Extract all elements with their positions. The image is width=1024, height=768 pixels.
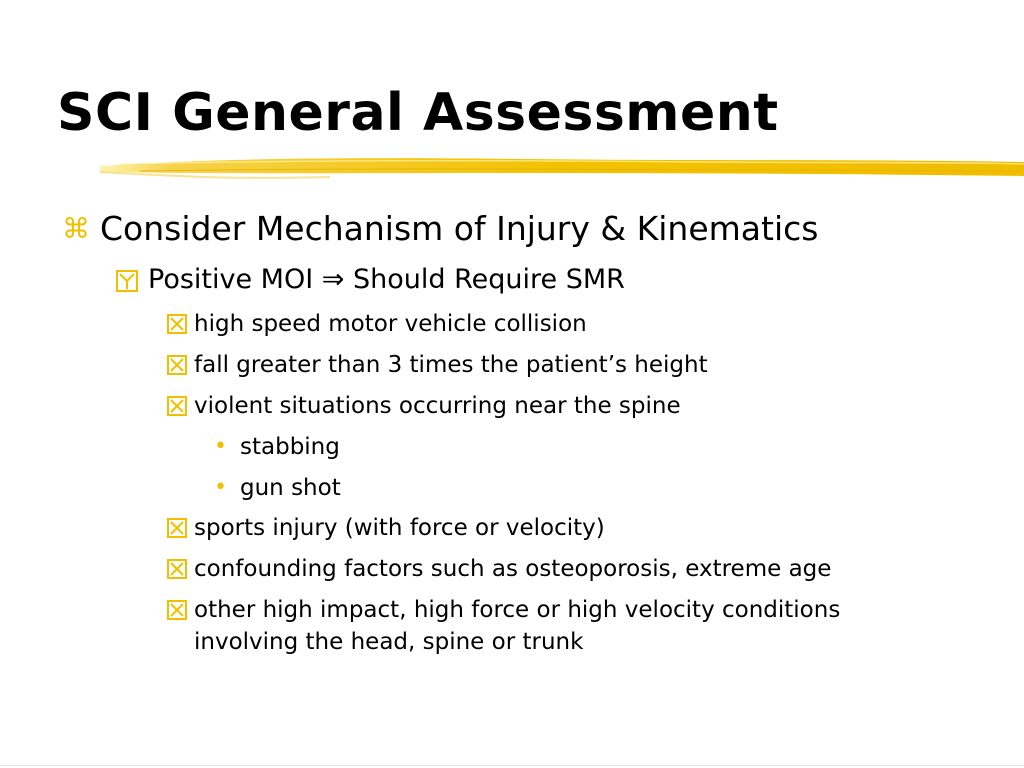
bullet-level4 bbox=[214, 472, 341, 504]
bullet-text: high speed motor vehicle collision bbox=[194, 311, 587, 337]
bullet-level3 bbox=[167, 349, 708, 381]
bullet-text: sports injury (with force or velocity) bbox=[194, 515, 605, 541]
boxed-x-icon bbox=[167, 390, 194, 422]
bullet-dot-icon: • bbox=[214, 434, 227, 459]
bullet-text: Positive MOI ⇒ Should Require SMR bbox=[148, 264, 625, 295]
bullet-level3 bbox=[167, 553, 831, 585]
bullet-level3 bbox=[167, 594, 897, 658]
bullet-level3 bbox=[167, 308, 587, 340]
bullet-text: gun shot bbox=[240, 475, 341, 501]
bullet-text: other high impact, high force or high velocity conditions involving the head, spine or trunk bbox=[194, 597, 841, 655]
boxed-x-icon bbox=[167, 553, 194, 585]
bullet-text: stabbing bbox=[240, 434, 340, 460]
command-key-icon: ⌘ bbox=[62, 212, 90, 245]
bullet-level3 bbox=[167, 390, 681, 422]
bullet-level2 bbox=[114, 262, 625, 298]
boxed-x-icon bbox=[167, 349, 194, 381]
bullet-level3 bbox=[167, 512, 605, 544]
bullet-level4 bbox=[214, 431, 340, 463]
bullet-text: fall greater than 3 times the patient’s height bbox=[194, 352, 708, 378]
title-underline-brushstroke bbox=[100, 148, 1024, 188]
bottom-divider bbox=[0, 765, 1024, 766]
boxed-x-icon bbox=[167, 594, 194, 626]
slide-title: SCI General Assessment bbox=[57, 83, 779, 143]
boxed-x-icon bbox=[167, 308, 194, 340]
implies-arrow: ⇒ bbox=[321, 264, 345, 295]
bullet-text: violent situations occurring near the spine bbox=[194, 393, 681, 419]
boxed-x-icon bbox=[167, 512, 194, 544]
bullet-text: Consider Mechanism of Injury & Kinematics bbox=[100, 209, 819, 248]
bullet-text: confounding factors such as osteoporosis, extreme age bbox=[194, 556, 832, 582]
bullet-dot-icon: • bbox=[214, 475, 227, 500]
boxed-y-icon bbox=[114, 262, 148, 298]
bullet-level1 bbox=[62, 207, 818, 251]
